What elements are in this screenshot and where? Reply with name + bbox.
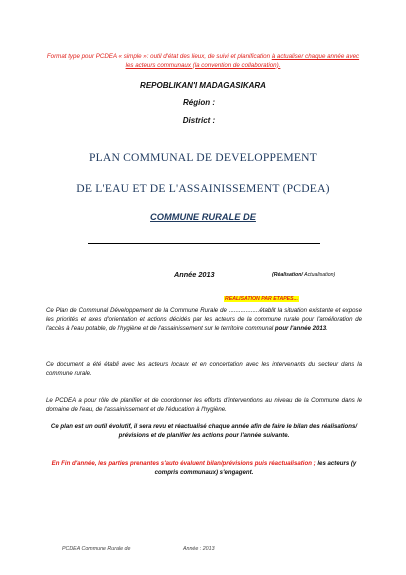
header-note-underlined: à actualiser chaque année avec les acteurs communaux — [125, 53, 360, 69]
p1-end: . — [326, 324, 328, 332]
region-label: Région : — [183, 98, 215, 107]
p1-text: Ce Plan de Communal Développement de la Commune Rurale de ..................établit la situation existante et expose les priorités et axes d'orientation et actions décidés par les acteurs de la commune rurale pour l'amélioration de l'accès à l'eau potable, de l'hygiène et de l'assainissement sur le territoire communal — [46, 307, 362, 332]
etapes-highlight: REALISATION PAR ETAPES... — [225, 296, 298, 302]
p5-red-text: En Fin d'année, les parties prenantes s'auto évaluent bilan/prévisions puis réactualisation ; — [51, 460, 316, 467]
commune-heading: COMMUNE RURALE DE — [150, 212, 256, 222]
footer-right: Année : 2013 — [183, 546, 215, 552]
republic-heading: REPOBLIKAN'I MADAGASIKARA — [140, 81, 266, 90]
paragraph-1 — [46, 307, 362, 333]
title-line-1: PLAN COMMUNAL DE DEVELOPPEMENT — [88, 151, 318, 164]
paragraph-4: Ce plan est un outil évolutif, il sera revu et réactualisé chaque année afin de faire le bilan des réalisations/ prévisions et de planifier les actions pour l'année suivante. — [50, 423, 358, 439]
p5-black-text: les acteurs (y compris communaux) s'engagent. — [154, 460, 357, 476]
year-label: Année 2013 — [174, 270, 215, 279]
title-line-2: DE L'EAU ET DE L'ASSAINISSEMENT (PCDEA) — [76, 182, 330, 195]
paragraph-2: Ce document a été établi avec les acteurs locaux et en concertation avec les intervenants du secteur dans la commune rurale. — [46, 361, 362, 377]
header-note — [46, 53, 360, 70]
divider-line — [88, 243, 320, 244]
district-label: District : — [182, 116, 216, 125]
header-note-convention: (la convention de collaboration). — [190, 61, 281, 69]
realisation-rest: Actualisation) — [302, 272, 336, 278]
header-note-text: Format type pour PCDEA « simple »: outil d'état des lieux, de suivi et planification — [46, 53, 272, 60]
realisation-label — [272, 272, 335, 278]
footer-left: PCDEA Commune Rurale de — [62, 546, 131, 552]
paragraph-3: Le PCDEA a pour rôle de planifier et de coordonner les efforts d'interventions au niveau de la Commune dans le domaine de l'eau, de l'assainissement et de l'éducation à l'hygiène. — [46, 397, 362, 413]
p1-bold: pour l'année 2013 — [274, 324, 327, 332]
paragraph-5 — [46, 460, 362, 478]
realisation-bold: (Réalisation/ — [272, 272, 303, 278]
